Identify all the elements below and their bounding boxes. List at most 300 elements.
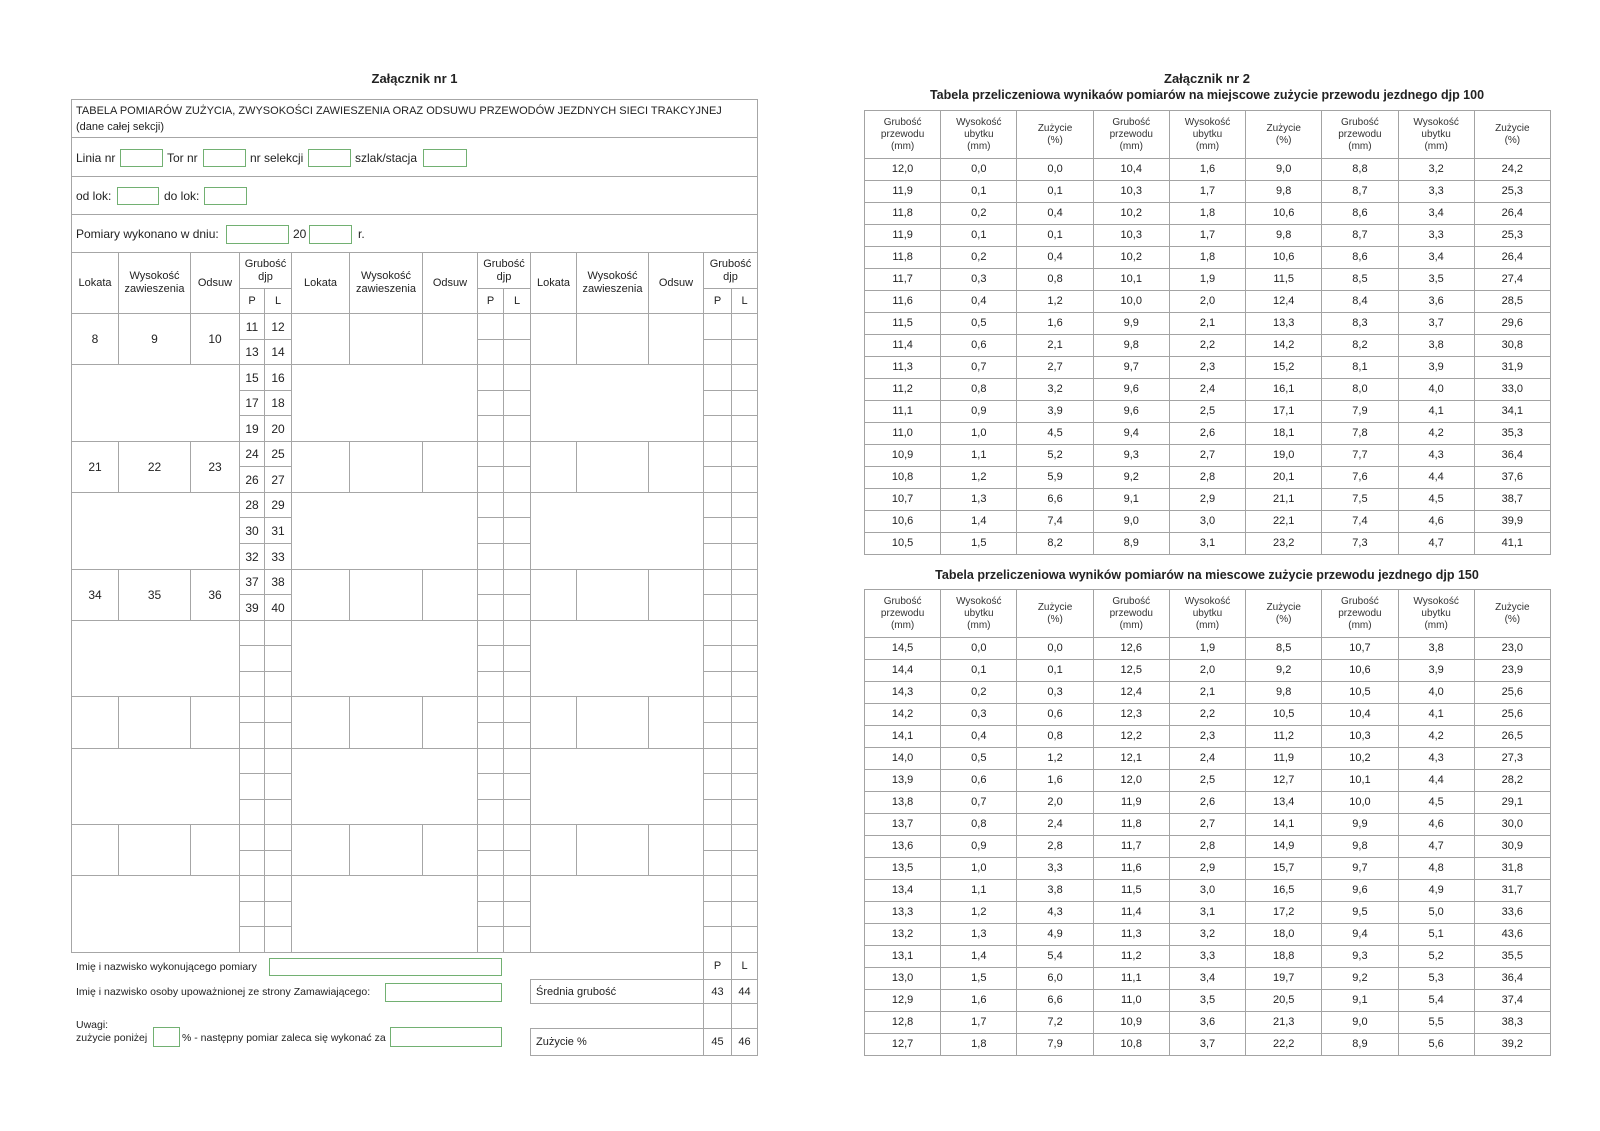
summary-l-header: [731, 952, 758, 980]
table-cell: 1,5: [941, 533, 1017, 555]
table-cell: 8,5: [1246, 638, 1322, 660]
grubosc-l-cell: [731, 773, 758, 800]
table-cell: 4,7: [1398, 533, 1474, 555]
measurement-grid: [71, 252, 758, 953]
table-cell: 9,0: [1093, 511, 1169, 533]
table-cell: 12,9: [865, 990, 941, 1012]
table-cell: 7,3: [1322, 533, 1398, 555]
grubosc-l-cell: [731, 313, 758, 340]
table-cell: 4,9: [1398, 880, 1474, 902]
table-cell: 22,1: [1246, 511, 1322, 533]
table-cell: 11,9: [1093, 792, 1169, 814]
table-cell: 10,5: [1322, 682, 1398, 704]
table-cell: 14,1: [865, 726, 941, 748]
header-wysokosc-ubytku: Wysokość ubytku (mm): [1169, 590, 1245, 638]
grubosc-l-cell: [264, 901, 292, 927]
merged-blank-cell: [530, 620, 704, 697]
form-heading-note: (dane całej sekcji): [76, 121, 165, 133]
grubosc-p-cell: [703, 364, 732, 391]
table-cell: 13,5: [865, 858, 941, 880]
table-cell: 13,3: [865, 902, 941, 924]
table-row: [865, 203, 1551, 225]
grubosc-l-cell-text: 16: [271, 370, 285, 385]
table-cell: 3,2: [1017, 379, 1093, 401]
table-cell: 5,3: [1398, 968, 1474, 990]
grubosc-l-cell: [264, 722, 292, 749]
grubosc-p-cell: [703, 926, 732, 953]
table-cell: 3,0: [1169, 511, 1245, 533]
table-cell: 4,6: [1398, 511, 1474, 533]
grubosc-l-cell: [264, 492, 292, 518]
table-cell: 9,3: [1322, 946, 1398, 968]
table-cell: 0,1: [941, 660, 1017, 682]
odsuw-cell: [648, 824, 704, 876]
grubosc-l-cell: [503, 875, 531, 902]
grubosc-l-cell: [264, 415, 292, 442]
table-row: [865, 1034, 1551, 1056]
grubosc-p-cell: [239, 441, 265, 467]
header-grubosc-djp: [239, 252, 292, 289]
grubosc-l-cell: [503, 390, 531, 416]
table-cell: 5,6: [1398, 1034, 1474, 1056]
lokata-cell: [530, 313, 577, 365]
table-cell: 11,8: [865, 247, 941, 269]
wear-percent-l: [731, 1028, 758, 1056]
table-cell: 4,5: [1398, 792, 1474, 814]
table-cell: 4,9: [1017, 924, 1093, 946]
grubosc-p-cell: [239, 645, 265, 672]
table-cell: 9,0: [1246, 159, 1322, 181]
date-label: Pomiary wykonano w dniu:: [76, 227, 219, 241]
form-heading: TABELA POMIARÓW ZUŻYCIA, ZWYSOKOŚCI ZAWIESZENIA ORAZ ODSUWU PRZEWODÓW JEZDNYCH SIECI TRAKCYJNEJ: [76, 105, 722, 117]
table-cell: 2,9: [1169, 489, 1245, 511]
table-cell: 11,5: [1093, 880, 1169, 902]
table-cell: 4,3: [1398, 748, 1474, 770]
grubosc-l-cell: [503, 722, 531, 749]
lokata-cell: [530, 441, 577, 493]
table-cell: 0,1: [1017, 225, 1093, 247]
table-cell: 10,6: [1246, 203, 1322, 225]
table-row: [865, 181, 1551, 203]
grubosc-l-cell-text: 33: [271, 549, 285, 564]
table-cell: 12,8: [865, 1012, 941, 1034]
table-cell: 11,7: [865, 269, 941, 291]
table-cell: 9,4: [1093, 423, 1169, 445]
authorized-label: Imię i nazwisko osoby upoważnionej ze strony Zamawiającego:: [76, 986, 371, 998]
table-cell: 6,6: [1017, 489, 1093, 511]
table-cell: 11,8: [1093, 814, 1169, 836]
table-cell: 3,4: [1398, 247, 1474, 269]
table-cell: 1,0: [941, 858, 1017, 880]
table-cell: 28,2: [1474, 770, 1550, 792]
table-cell: 10,2: [1322, 748, 1398, 770]
merged-blank-cell: [530, 492, 704, 570]
table-cell: 5,4: [1017, 946, 1093, 968]
grubosc-p-cell: [239, 696, 265, 723]
table-cell: 7,2: [1017, 1012, 1093, 1034]
grubosc-p-cell: [477, 620, 504, 646]
table-cell: 0,3: [941, 704, 1017, 726]
table-cell: 7,9: [1017, 1034, 1093, 1056]
table-cell: 4,4: [1398, 467, 1474, 489]
header-wysokosc-ubytku: Wysokość ubytku (mm): [941, 111, 1017, 159]
odsuw-cell: [190, 824, 240, 876]
table-cell: 36,4: [1474, 968, 1550, 990]
table-cell: 2,7: [1169, 445, 1245, 467]
header-zuzycie: Zużycie (%): [1017, 590, 1093, 638]
merged-blank-cell: [71, 748, 240, 825]
grubosc-p-cell: [239, 620, 265, 646]
table-cell: 0,0: [1017, 638, 1093, 660]
grubosc-p-cell-text: 17: [245, 396, 259, 410]
next-measurement-label: % - następny pomiar zaleca się wykonać za: [182, 1032, 386, 1044]
form-heading-row: [71, 99, 758, 138]
table-cell: 0,7: [941, 792, 1017, 814]
table-cell: 20,5: [1246, 990, 1322, 1012]
table-cell: 13,0: [865, 968, 941, 990]
table-cell: 10,3: [1093, 225, 1169, 247]
header-zuzycie: Zużycie (%): [1246, 590, 1322, 638]
header-l: [503, 288, 531, 314]
table-cell: 0,2: [941, 682, 1017, 704]
grubosc-p-cell: [239, 339, 265, 365]
lokata-cell: [530, 824, 577, 876]
grubosc-l-cell: [731, 901, 758, 927]
grubosc-p-cell: [477, 466, 504, 493]
table-cell: 9,9: [1322, 814, 1398, 836]
grubosc-p-cell: [477, 339, 504, 365]
table-cell: 3,3: [1017, 858, 1093, 880]
odsuw-cell: [648, 441, 704, 493]
od-lok-label: od lok:: [76, 189, 112, 203]
table-row: [865, 946, 1551, 968]
table-cell: 12,1: [1093, 748, 1169, 770]
table-cell: 0,1: [941, 225, 1017, 247]
table-cell: 4,1: [1398, 704, 1474, 726]
summary-p-header: [703, 952, 732, 980]
table-cell: 8,5: [1322, 269, 1398, 291]
table-cell: 1,6: [1017, 770, 1093, 792]
grubosc-p-cell-text: 32: [245, 549, 259, 564]
table-cell: 28,5: [1474, 291, 1550, 313]
average-thickness-l: [731, 979, 758, 1004]
table-cell: 3,4: [1398, 203, 1474, 225]
wear-percent-label-text: Zużycie %: [536, 1036, 587, 1048]
table-cell: 17,2: [1246, 902, 1322, 924]
grubosc-l-cell: [503, 339, 531, 365]
table-cell: 9,8: [1093, 335, 1169, 357]
grubosc-l-cell: [503, 492, 531, 518]
grubosc-p-cell: [477, 594, 504, 621]
table-cell: 23,2: [1246, 533, 1322, 555]
table-cell: 20,1: [1246, 467, 1322, 489]
header-zuzycie: Zużycie (%): [1474, 590, 1550, 638]
od-lok-input[interactable]: [117, 187, 159, 205]
table-row: [865, 225, 1551, 247]
authorized-input[interactable]: [385, 983, 502, 1002]
grubosc-p-cell: [239, 722, 265, 749]
grubosc-l-cell: [264, 441, 292, 467]
szlak-input[interactable]: [423, 149, 467, 167]
table-cell: 25,6: [1474, 682, 1550, 704]
grubosc-l-cell: [731, 492, 758, 518]
performer-label: Imię i nazwisko wykonującego pomiary: [76, 961, 257, 973]
table-cell: 11,9: [1246, 748, 1322, 770]
header-wysokosc-text: Wysokość zawieszenia: [356, 270, 416, 295]
table-cell: 0,5: [941, 748, 1017, 770]
date-row: [71, 214, 758, 253]
grubosc-l-cell: [731, 671, 758, 697]
grubosc-l-cell-text: 40: [271, 600, 285, 615]
odsuw-cell-text: 10: [208, 332, 222, 346]
table-cell: 1,2: [941, 902, 1017, 924]
header-grubosc-djp: [703, 252, 758, 289]
table-row: [865, 726, 1551, 748]
table-cell: 0,1: [941, 181, 1017, 203]
wear-percent-p: [703, 1028, 732, 1056]
table-cell: 18,8: [1246, 946, 1322, 968]
table-cell: 14,0: [865, 748, 941, 770]
table-cell: 3,1: [1169, 902, 1245, 924]
wysokosc-cell-text: 22: [147, 460, 162, 474]
selekcja-input[interactable]: [308, 149, 351, 167]
grubosc-p-cell-text: 30: [245, 523, 259, 538]
table-cell: 0,2: [941, 203, 1017, 225]
table-cell: 1,1: [941, 880, 1017, 902]
table-cell: 8,6: [1322, 247, 1398, 269]
header-grubosc-djp-text: Grubość djp: [244, 257, 287, 283]
grubosc-p-cell: [703, 466, 732, 493]
grubosc-p-cell-text: 28: [245, 498, 259, 512]
table-cell: 13,2: [865, 924, 941, 946]
table-cell: 26,5: [1474, 726, 1550, 748]
wysokosc-cell: [576, 824, 649, 876]
merged-blank-cell: [71, 620, 240, 697]
table-cell: 0,6: [941, 770, 1017, 792]
lokata-cell: [291, 313, 350, 365]
table-cell: 30,9: [1474, 836, 1550, 858]
header-lokata-text: Lokata: [536, 276, 571, 289]
grubosc-l-cell: [264, 543, 292, 570]
lokata-cell-text: 8: [91, 332, 99, 346]
header-wysokosc: [576, 252, 649, 314]
grubosc-p-cell: [703, 645, 732, 672]
grubosc-p-cell: [703, 492, 732, 518]
table-cell: 5,5: [1398, 1012, 1474, 1034]
next-measurement-input[interactable]: [390, 1027, 502, 1047]
table-cell: 10,0: [1322, 792, 1398, 814]
table-cell: 9,9: [1093, 313, 1169, 335]
year-input[interactable]: [309, 225, 352, 244]
grubosc-l-cell-text: 38: [271, 575, 285, 589]
grubosc-p-cell: [703, 415, 732, 442]
table-row: [865, 682, 1551, 704]
table-cell: 17,1: [1246, 401, 1322, 423]
table-cell: 13,3: [1246, 313, 1322, 335]
odsuw-cell: [190, 569, 240, 621]
summary-p-header-text: P: [713, 960, 722, 972]
header-odsuw: [422, 252, 478, 314]
grubosc-l-cell: [731, 569, 758, 595]
table-cell: 4,2: [1398, 423, 1474, 445]
grubosc-p-cell: [239, 926, 265, 953]
tor-input[interactable]: [203, 149, 246, 167]
grubosc-p-cell: [239, 569, 265, 595]
table-cell: 13,4: [1246, 792, 1322, 814]
table-row: [865, 533, 1551, 555]
grubosc-l-cell: [731, 390, 758, 416]
grubosc-p-cell: [477, 850, 504, 876]
table-cell: 4,3: [1398, 445, 1474, 467]
table-cell: 4,7: [1398, 836, 1474, 858]
table-cell: 2,4: [1017, 814, 1093, 836]
table-cell: 15,7: [1246, 858, 1322, 880]
linia-input[interactable]: [120, 149, 163, 167]
table-djp150-title: Tabela przeliczeniowa wyników pomiarów na miescowe zużycie przewodu jezdnego djp 150: [935, 568, 1479, 582]
table-cell: 1,3: [941, 924, 1017, 946]
header-lokata: [530, 252, 577, 314]
grubosc-p-cell: [477, 441, 504, 467]
grubosc-l-cell: [503, 773, 531, 800]
table-cell: 31,9: [1474, 357, 1550, 379]
table-cell: 11,6: [1093, 858, 1169, 880]
grubosc-l-cell-text: 20: [271, 421, 285, 436]
lokata-cell: [530, 569, 577, 621]
average-thickness-p: [703, 979, 732, 1004]
table-cell: 34,1: [1474, 401, 1550, 423]
table-cell: 37,4: [1474, 990, 1550, 1012]
table-cell: 2,2: [1169, 335, 1245, 357]
grubosc-l-cell: [503, 850, 531, 876]
table-cell: 9,2: [1322, 968, 1398, 990]
table-cell: 10,9: [1093, 1012, 1169, 1034]
grubosc-l-cell: [503, 517, 531, 544]
lok-range-row: [71, 176, 758, 215]
grubosc-p-cell: [477, 722, 504, 749]
table-cell: 27,3: [1474, 748, 1550, 770]
table-cell: 10,5: [1246, 704, 1322, 726]
header-lokata: [71, 252, 119, 314]
table-cell: 13,6: [865, 836, 941, 858]
grubosc-l-cell: [264, 620, 292, 646]
table-cell: 8,7: [1322, 225, 1398, 247]
table-cell: 9,8: [1246, 181, 1322, 203]
performer-input[interactable]: [269, 958, 502, 976]
lokata-cell: [71, 696, 119, 749]
grubosc-p-cell: [477, 901, 504, 927]
table-cell: 2,4: [1169, 379, 1245, 401]
merged-blank-cell: [71, 364, 240, 442]
grubosc-l-cell: [264, 875, 292, 902]
table-cell: 38,3: [1474, 1012, 1550, 1034]
table-cell: 3,4: [1169, 968, 1245, 990]
grubosc-l-cell: [264, 773, 292, 800]
wear-below-input[interactable]: [153, 1027, 180, 1047]
table-cell: 10,9: [865, 445, 941, 467]
do-lok-input[interactable]: [204, 187, 247, 205]
table-djp100-title: Tabela przeliczeniowa wynikaów pomiarów na miejscowe zużycie przewodu jezdnego djp 100: [929, 88, 1485, 102]
table-cell: 11,0: [865, 423, 941, 445]
table-cell: 9,8: [1246, 225, 1322, 247]
table-cell: 1,7: [1169, 181, 1245, 203]
table-cell: 25,6: [1474, 704, 1550, 726]
table-cell: 14,4: [865, 660, 941, 682]
wysokosc-cell: [349, 441, 423, 493]
table-cell: 0,5: [941, 313, 1017, 335]
table-cell: 4,3: [1017, 902, 1093, 924]
grubosc-p-cell: [703, 824, 732, 851]
header-lokata-text: Lokata: [303, 276, 338, 289]
table-cell: 11,2: [1246, 726, 1322, 748]
header-wysokosc-text: Wysokość zawieszenia: [582, 270, 643, 295]
lokata-cell-text: 34: [88, 588, 102, 602]
table-row: [865, 858, 1551, 880]
grubosc-l-cell: [731, 748, 758, 774]
table-cell: 5,9: [1017, 467, 1093, 489]
wysokosc-cell: [118, 441, 191, 493]
grubosc-l-cell: [264, 926, 292, 953]
odsuw-cell: [190, 313, 240, 365]
table-cell: 2,5: [1169, 401, 1245, 423]
grubosc-l-cell: [731, 339, 758, 365]
grubosc-p-cell: [703, 517, 732, 544]
table-cell: 1,9: [1169, 638, 1245, 660]
table-cell: 10,6: [1246, 247, 1322, 269]
table-cell: 10,2: [1093, 203, 1169, 225]
table-cell: 10,6: [865, 511, 941, 533]
wear-percent-l-text: 46: [738, 1036, 751, 1048]
odsuw-cell: [190, 696, 240, 749]
table-cell: 0,4: [941, 291, 1017, 313]
header-l: [731, 288, 758, 314]
table-cell: 2,4: [1169, 748, 1245, 770]
grubosc-p-cell: [477, 390, 504, 416]
grubosc-l-cell: [264, 569, 292, 595]
table-row: [865, 269, 1551, 291]
lokata-cell: [291, 569, 350, 621]
grubosc-p-cell: [239, 492, 265, 518]
table-cell: 9,2: [1246, 660, 1322, 682]
table-cell: 7,8: [1322, 423, 1398, 445]
grubosc-l-cell: [503, 824, 531, 851]
wysokosc-cell: [349, 569, 423, 621]
table-cell: 11,4: [1093, 902, 1169, 924]
date-input[interactable]: [226, 225, 289, 244]
table-cell: 1,6: [1169, 159, 1245, 181]
table-cell: 10,3: [1093, 181, 1169, 203]
grubosc-p-cell: [703, 390, 732, 416]
table-cell: 9,8: [1322, 836, 1398, 858]
table-cell: 5,1: [1398, 924, 1474, 946]
table-cell: 0,3: [941, 269, 1017, 291]
merged-blank-cell: [530, 875, 704, 953]
table-cell: 14,2: [865, 704, 941, 726]
grubosc-p-cell: [477, 926, 504, 953]
header-zuzycie: Zużycie (%): [1017, 111, 1093, 159]
table-cell: 5,2: [1017, 445, 1093, 467]
table-cell: 2,8: [1017, 836, 1093, 858]
table-cell: 0,0: [941, 638, 1017, 660]
table-cell: 36,4: [1474, 445, 1550, 467]
table-cell: 35,3: [1474, 423, 1550, 445]
grubosc-p-cell: [477, 824, 504, 851]
grubosc-l-cell: [264, 850, 292, 876]
table-row: [865, 836, 1551, 858]
table-cell: 19,7: [1246, 968, 1322, 990]
header-grubosc-przewodu: Grubość przewodu (mm): [1093, 590, 1169, 638]
table-row: [865, 770, 1551, 792]
wysokosc-cell: [576, 441, 649, 493]
